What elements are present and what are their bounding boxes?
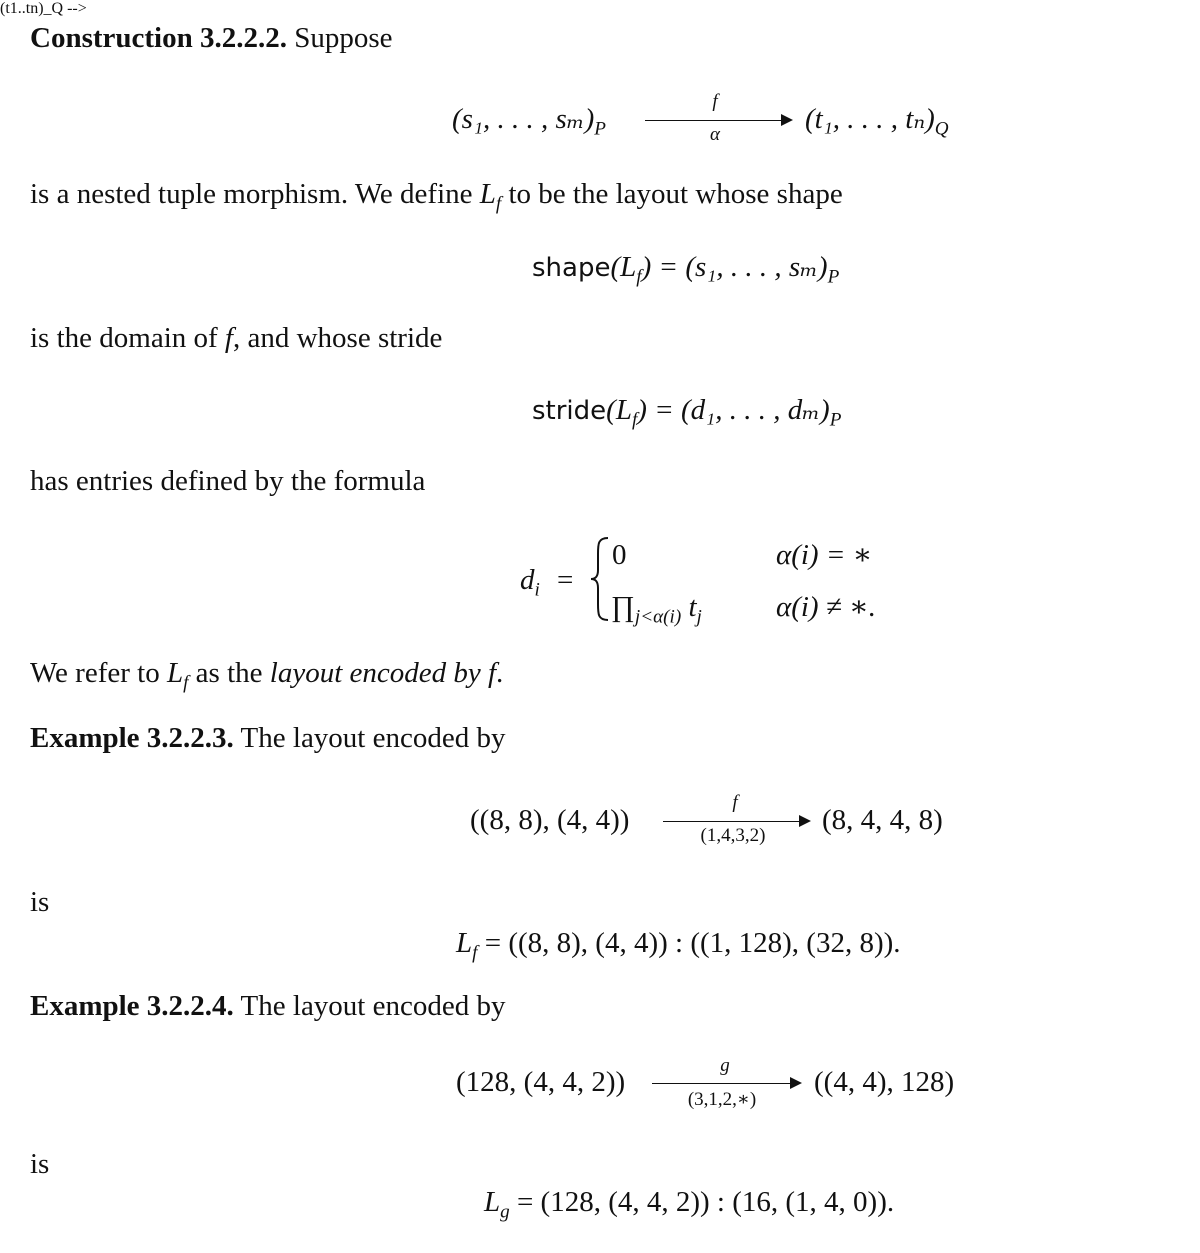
example1-label-bottom: (1,4,3,2) [700,825,766,846]
example2-arrow [652,1083,794,1084]
morphism-codomain: (t₁, . . . , $t_n)_Q$ [805,103,949,140]
example1-heading: Example 3.2.2.3. [30,722,234,754]
example1-heading-line [30,724,505,753]
example1-codomain: (8, 4, 4, 8) [822,804,943,836]
morphism-label-bottom: α [710,124,720,145]
morphism-label-top: f [712,91,718,112]
example2-domain: (128, (4, 4, 2)) [456,1066,626,1098]
morphism-arrow [645,120,785,121]
example1-label-top: f [732,792,738,813]
example2-result: $L_g = (128$, (4, 4, 2)) : (16, (1, 4, 0)). [484,1186,895,1223]
left-brace-icon [588,536,612,622]
construction-intro: Suppose [294,22,393,54]
construction-heading: Construction 3.2.2.2. [30,22,287,54]
example1-arrow [663,821,803,822]
example2-label-top: g [720,1055,730,1076]
example1-result: $L_f = ((8$, 8), (4, 4)) : ((1, 128), (32, 8)). [456,927,901,964]
sentence-domain-of-f: is the domain of f, and whose stride [30,322,443,354]
construction-heading-line [30,24,393,53]
arrow-head-icon [781,114,793,126]
sentence-define-layout: is a nested tuple morphism. We define $L_f$ to be the layout whose shape [30,178,843,215]
stride-equation: $stride(L_f) = (d_1$, . . . , $d_m)_P$ [532,394,842,431]
example2-is: is [30,1148,50,1180]
cases-lhs: $d_i$ [520,564,540,601]
example2-heading-line [30,992,505,1021]
sentence-entries-formula: has entries defined by the formula [30,465,426,497]
arrow-head-icon [790,1077,802,1089]
example2-intro: The layout encoded by [240,990,506,1022]
example1-intro: The layout encoded by [240,722,506,754]
arrow-head-icon [799,815,811,827]
morphism-domain: (s₁, . . . , $s_m)_P$ [452,103,606,140]
shape-equation: $shape(L_f) = (s_1$, . . . , $s_m)_P$ [532,251,840,288]
case1-value: 0 [612,539,627,571]
cases-equals: = [557,564,574,596]
case1-condition: α(i) = ∗ [776,539,873,571]
sentence-layout-encoded: We refer to $L_f$ as the layout encoded by f. [30,657,504,694]
example2-heading: Example 3.2.2.4. [30,990,234,1022]
example1-domain: ((8, 8), (4, 4)) [470,804,630,836]
example2-label-bottom: (3,1,2,∗) [687,1089,757,1110]
example1-is: is [30,886,50,918]
case2-value: $\prod_{j<\alpha(i)}$ $t_j$ [611,591,702,628]
case2-condition: α(i) ≠ ∗. [776,591,876,623]
example2-codomain: ((4, 4), 128) [814,1066,955,1098]
